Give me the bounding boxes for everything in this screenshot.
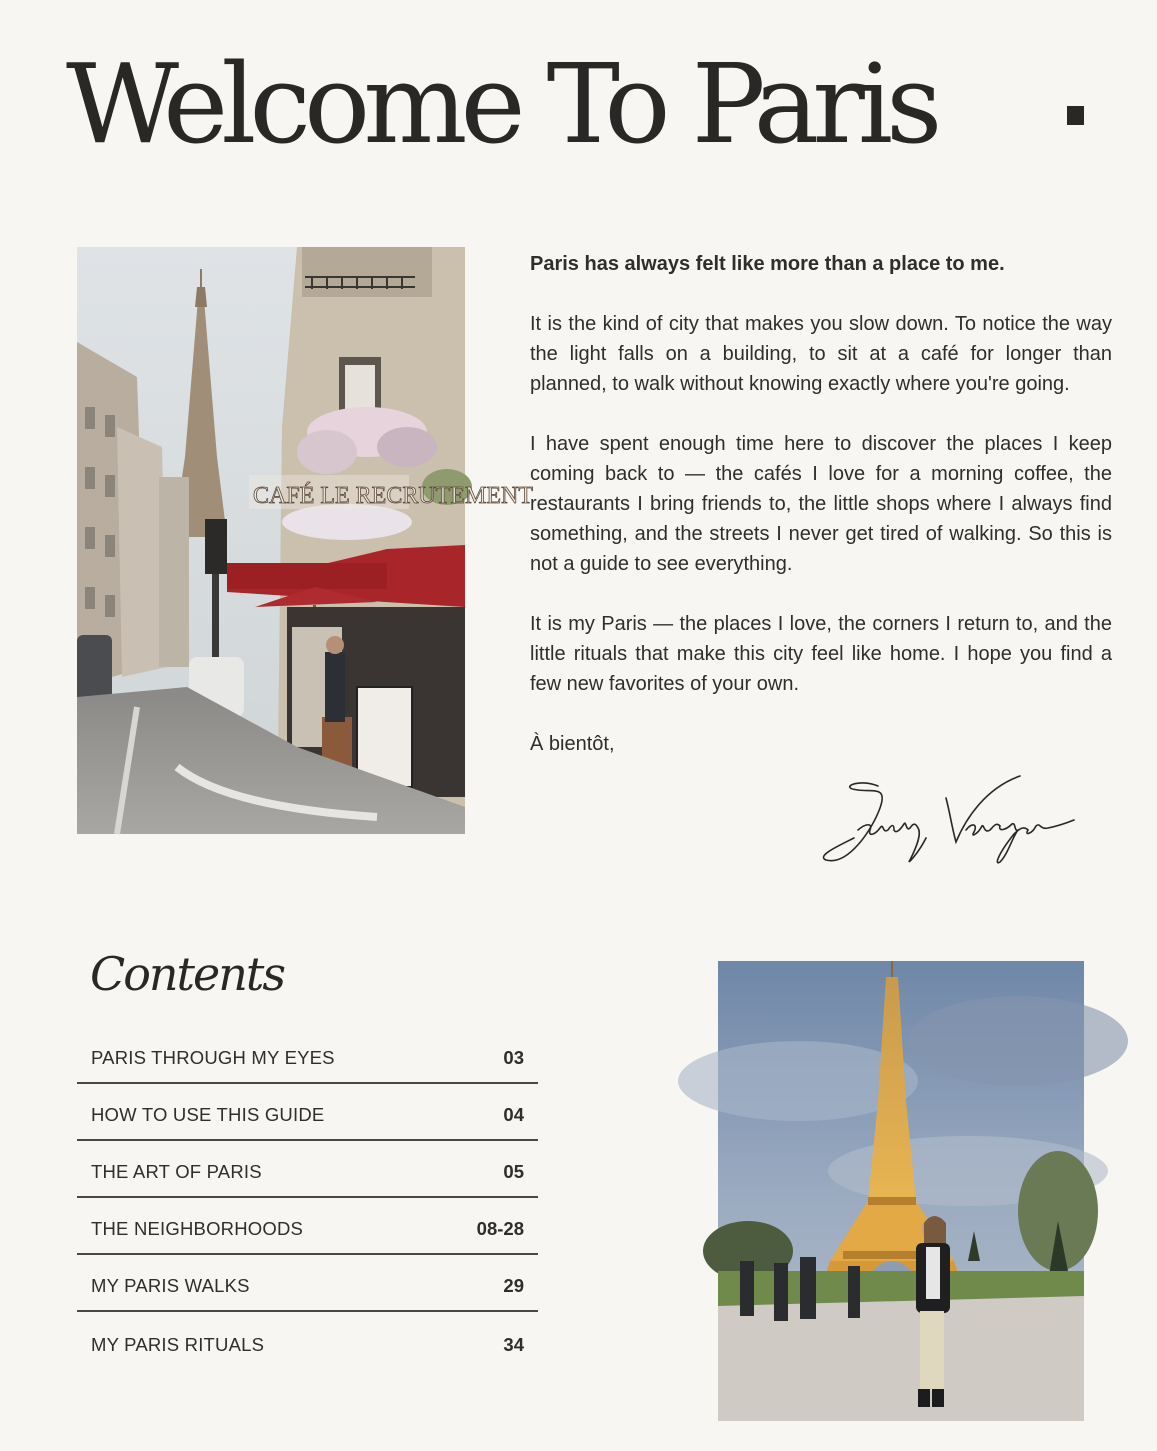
decorative-square: [1067, 106, 1084, 125]
toc-item[interactable]: [77, 1198, 538, 1255]
toc-item-label: THE ART OF PARIS: [91, 1161, 262, 1182]
toc-item[interactable]: [77, 1084, 538, 1141]
intro-paragraph: It is the kind of city that makes you slow down. To notice the way the light falls on a building, to sit at a café for longer than planned, to walk without knowing exactly where you're going.: [530, 313, 1112, 395]
toc-item[interactable]: [77, 1255, 538, 1312]
signature-icon: [818, 768, 1088, 876]
signature: [818, 768, 1088, 876]
toc-item-label: THE NEIGHBORHOODS: [91, 1218, 304, 1239]
intro-paragraph: It is my Paris — the places I love, the corners I return to, and the little rituals that make this city feel like home. I hope you find a few new favorites of your own.: [530, 613, 1112, 695]
eiffel-tower-photo: [718, 961, 1084, 1421]
toc-item[interactable]: [77, 1029, 538, 1084]
toc-item-page: 34: [503, 1334, 524, 1355]
table-of-contents: [77, 1029, 538, 1369]
street-cafe-eiffel-photo-icon: [77, 247, 533, 834]
toc-item-label: MY PARIS RITUALS: [91, 1334, 265, 1355]
page-title: Welcome To Paris: [66, 40, 936, 168]
intro-paragraph: I have spent enough time here to discover the places I keep coming back to — the cafés I love for a morning coffee, the restaurants I bring friends to, the little shops where I always find something, and the streets I never get tired of walking. So this is not a guide to see everything.: [530, 433, 1112, 575]
toc-item[interactable]: [77, 1312, 538, 1369]
street-cafe-photo: [77, 247, 533, 834]
toc-item[interactable]: [77, 1141, 538, 1198]
toc-item-label: HOW TO USE THIS GUIDE: [91, 1104, 325, 1125]
intro-closing: À bientôt,: [530, 733, 615, 755]
intro-letter: [530, 249, 1112, 759]
toc-item-page: 29: [503, 1275, 524, 1296]
contents-heading: Contents: [90, 947, 284, 1001]
toc-item-label: MY PARIS WALKS: [91, 1275, 250, 1296]
toc-item-page: 04: [503, 1104, 524, 1125]
cafe-sign-text: CAFÉ LE RECRUTEMENT: [253, 483, 533, 509]
toc-item-label: PARIS THROUGH MY EYES: [91, 1047, 335, 1068]
toc-item-page: 03: [503, 1047, 524, 1068]
intro-lead: Paris has always felt like more than a place to me.: [530, 253, 1005, 275]
eiffel-tower-portrait-photo-icon: [718, 961, 1084, 1421]
toc-item-page: 08-28: [476, 1218, 524, 1239]
toc-item-page: 05: [503, 1161, 524, 1182]
